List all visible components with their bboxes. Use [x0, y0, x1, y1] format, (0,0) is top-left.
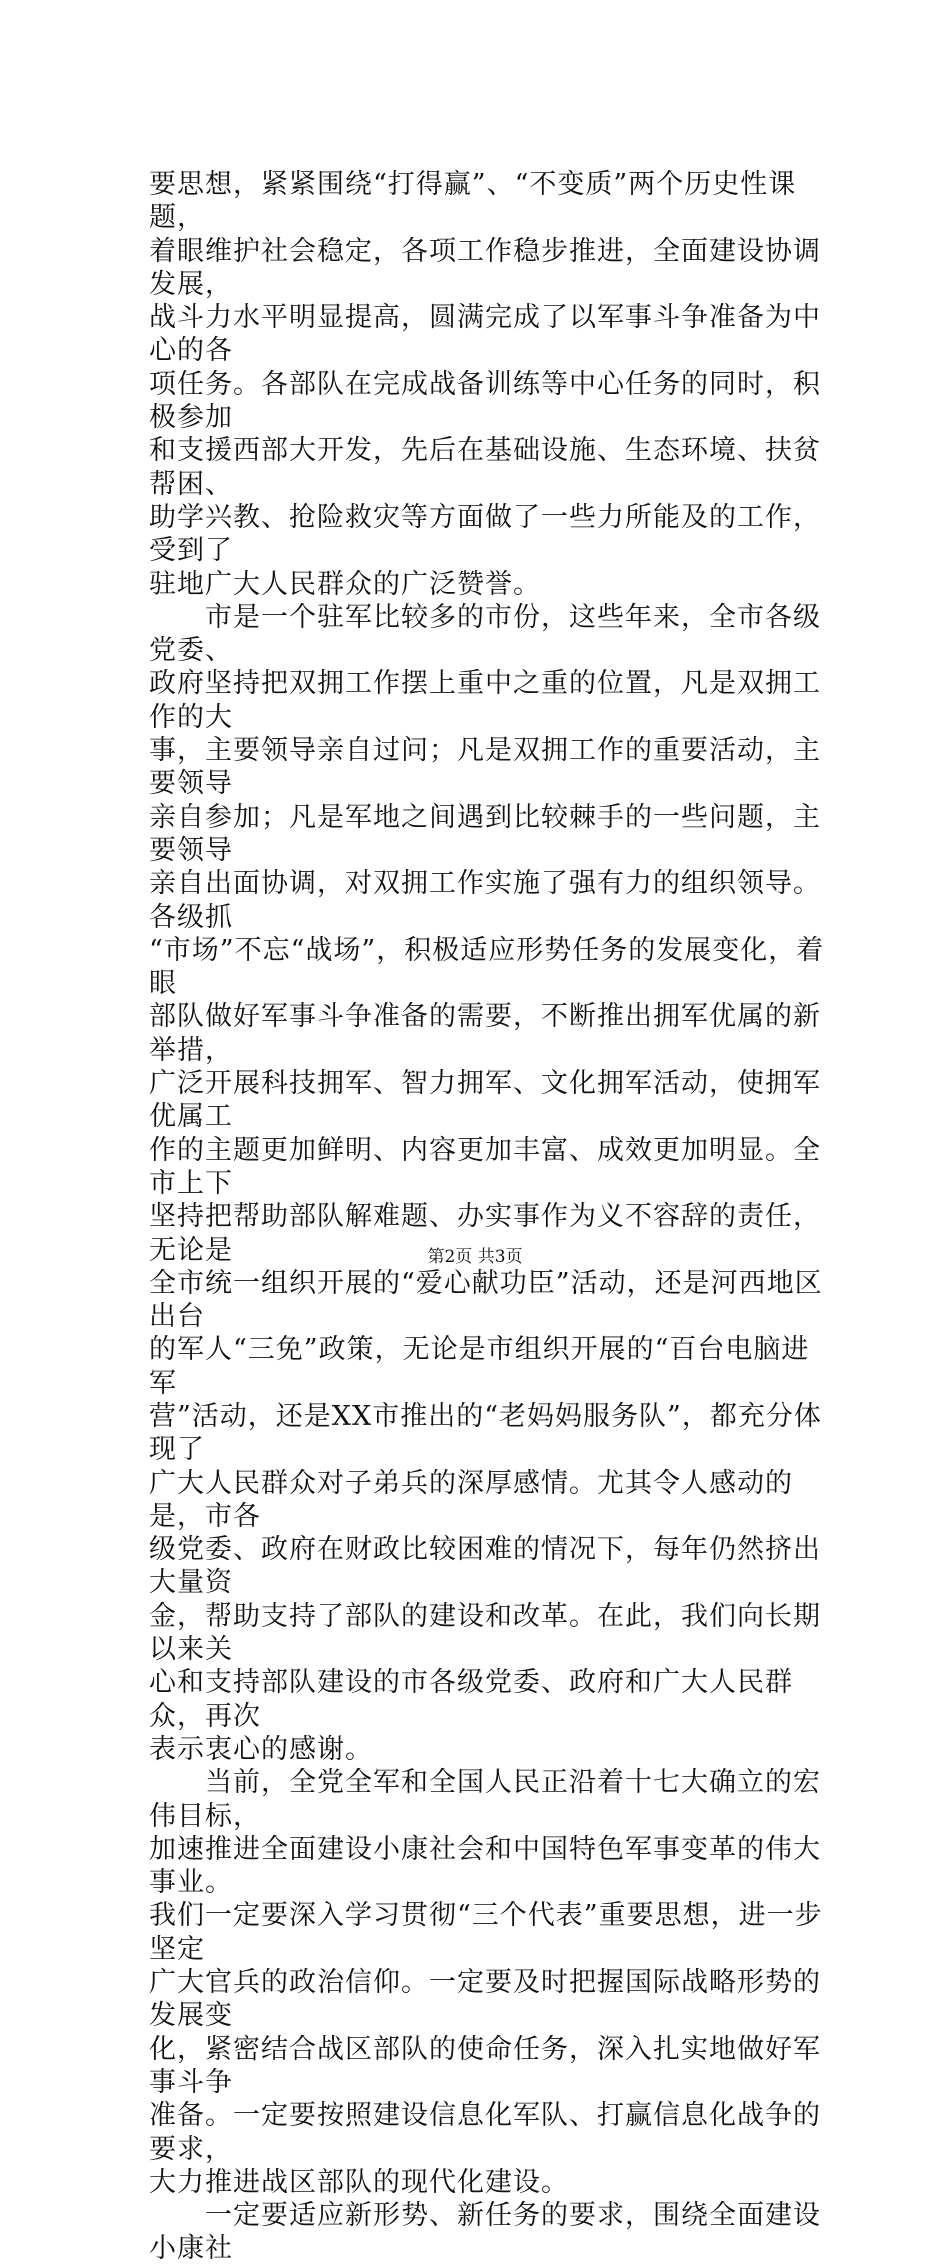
document-body [149, 168, 834, 2266]
paragraph: 一定要适应新形势、新任务的要求，围绕全面建设小康社 [149, 2200, 821, 2265]
paragraph: 市是一个驻军比较多的市份，这些年来，全市各级党委、 政府坚持把双拥工作摆上重中之重的位置，凡是双拥工作的大 事，主要领导亲自过问；凡是双拥工作的重要活动，主要领导 亲自参加；凡是军地之间遇到比较棘手的一些问题，主要领导 亲自出面协调，对双拥工作实施了强有力的组织领导。各级抓 “市场”不忘“战场”，积极适应形势任务的发展变化，着眼 部队做好军事斗争准备的需要，不断推出拥军优属的新举措， 广泛开展科技拥军、智力拥军、文化拥军活动，使拥军优属工 作的主题更加鲜明、内容更加丰富、成效更加明显。全市上下 坚持把帮助部队解难题、办实事作为义不容辞的责任，无论是 全市统一组织开展的“爱心献功臣”活动，还是河西地区出台 的军人“三免”政策，无论是市组织开展的“百台电脑进军 营”活动，还是XX市推出的“老妈妈服务队”，都充分体现了 广大人民群众对子弟兵的深厚感情。尤其令人感动的是，市各 级党委、政府在财政比较困难的情况下，每年仍然挤出大量资 金，帮助支持了部队的建设和改革。在此，我们向长期以来关 心和支持部队建设的市各级党委、政府和广大人民群众，再次 表示衷心的感谢。 [149, 601, 825, 1765]
page-footer: 第2页 共3页 [427, 1247, 523, 1267]
paragraph: 当前，全党全军和全国人民正沿着十七大确立的宏伟目标， 加速推进全面建设小康社会和中国特色军事变革的伟大事业。 我们一定要深入学习贯彻“三个代表”重要思想，进一步坚定 广大官兵的政治信仰。一定要及时把握国际战略形势的发展变 化，紧密结合战区部队的使命任务，深入扎实地做好军事斗争 准备。一定要按照建设信息化军队、打赢信息化战争的要求， 大力推进战区部队的现代化建设。 [149, 1767, 823, 2198]
paragraph: 要思想，紧紧围绕“打得赢”、“不变质”两个历史性课题， 着眼维护社会稳定，各项工作稳步推进，全面建设协调发展， 战斗力水平明显提高，圆满完成了以军事斗争准备为中心的各 项任务。各部队在完成战备训练等中心任务的同时，积极参加 和支援西部大开发，先后在基础设施、生态环境、扶贫帮困、 助学兴教、抢险救灾等方面做了一些力所能及的工作，受到了 驻地广大人民群众的广泛赞誉。 [149, 169, 821, 600]
